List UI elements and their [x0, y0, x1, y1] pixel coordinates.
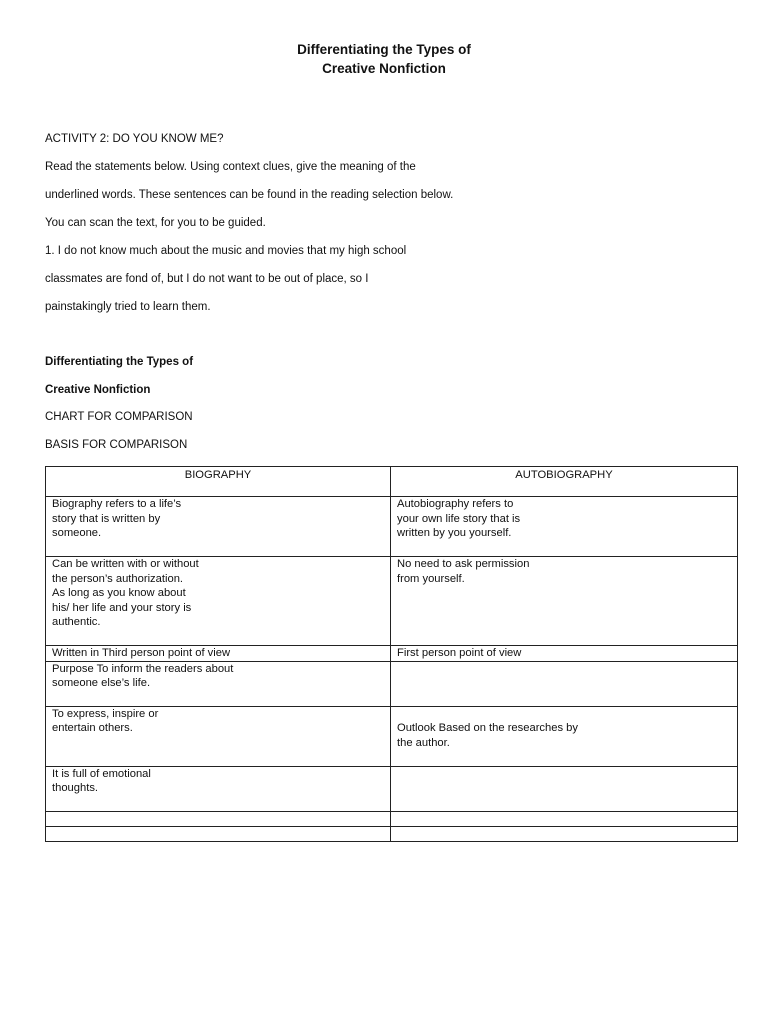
- table-cell-autobiography: [391, 646, 738, 662]
- table-cell-autobiography: [391, 661, 738, 706]
- table-cell-autobiography: [391, 557, 738, 646]
- page-title-line2: Creative Nonfiction: [322, 61, 446, 76]
- table-row: [46, 661, 738, 706]
- table-cell-biography: [46, 811, 391, 826]
- table-row: [46, 766, 738, 811]
- header-autobiography: AUTOBIOGRAPHY: [391, 467, 738, 497]
- instruction-line: Read the statements below. Using context clues, give the meaning of the: [45, 161, 416, 173]
- table-row: [46, 811, 738, 826]
- table-cell-autobiography: [391, 706, 738, 766]
- table-row: [46, 497, 738, 557]
- cell-text: First person point of view: [397, 647, 522, 659]
- table-cell-biography: [46, 497, 391, 557]
- table-cell-biography: [46, 826, 391, 841]
- header-biography: BIOGRAPHY: [46, 467, 391, 497]
- cell-text: It is full of emotional thoughts.: [52, 767, 151, 795]
- basis-label: BASIS FOR COMPARISON: [45, 439, 188, 451]
- table-cell-autobiography: [391, 766, 738, 811]
- section-title-line1: Differentiating the Types of: [45, 356, 194, 368]
- chart-label: CHART FOR COMPARISON: [45, 411, 193, 423]
- table-cell-autobiography: [391, 826, 738, 841]
- table-cell-biography: [46, 646, 391, 662]
- table-row: [46, 557, 738, 646]
- table-cell-biography: [46, 557, 391, 646]
- table-row: [46, 706, 738, 766]
- comparison-table: [45, 466, 738, 842]
- instruction-line: painstakingly tried to learn them.: [45, 301, 211, 313]
- instruction-line: 1. I do not know much about the music and movies that my high school: [45, 245, 407, 257]
- cell-text: Purpose To inform the readers about someone else’s life.: [52, 662, 234, 690]
- section-title-line2: Creative Nonfiction: [45, 384, 151, 396]
- cell-text: Outlook Based on the researches by the author.: [397, 722, 578, 749]
- table-cell-autobiography: [391, 811, 738, 826]
- table-cell-biography: [46, 661, 391, 706]
- instruction-line: You can scan the text, for you to be guided.: [45, 217, 266, 229]
- cell-text: No need to ask permission from yourself.: [397, 558, 530, 585]
- cell-text: Biography refers to a life’s story that is written by someone.: [52, 498, 182, 540]
- table-cell-biography: [46, 706, 391, 766]
- cell-text: Can be written with or without the person’s authorization. As long as you know about his/ her life and your story is authentic.: [52, 558, 199, 629]
- cell-text: Autobiography refers to your own life story that is written by you yourself.: [397, 498, 521, 540]
- activity-heading: ACTIVITY 2: DO YOU KNOW ME?: [45, 133, 224, 145]
- instruction-line: underlined words. These sentences can be found in the reading selection below.: [45, 189, 454, 201]
- table-row: [46, 646, 738, 662]
- page-title-line1: Differentiating the Types of: [297, 42, 471, 57]
- table-cell-autobiography: [391, 497, 738, 557]
- table-cell-biography: [46, 766, 391, 811]
- table-row: [46, 826, 738, 841]
- cell-text: Written in Third person point of view: [52, 647, 231, 659]
- cell-text: To express, inspire or entertain others.: [52, 707, 159, 735]
- instruction-line: classmates are fond of, but I do not want to be out of place, so I: [45, 273, 369, 285]
- table-header-row: [46, 467, 738, 497]
